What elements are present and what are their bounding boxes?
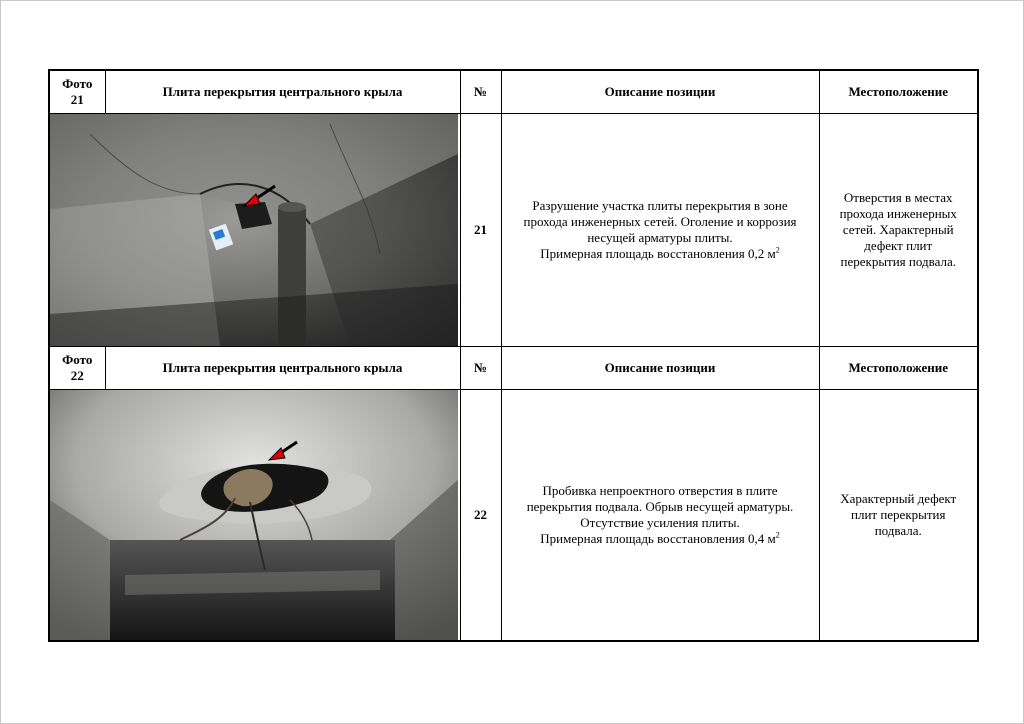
- col-header-location: Местоположение: [819, 70, 978, 114]
- area-line: [504, 531, 817, 547]
- description-line: Пробивка непроектного отверстия в плите: [542, 483, 778, 498]
- header-row-22: [49, 347, 978, 390]
- description-line: Отсутствие усиления плиты.: [580, 515, 740, 530]
- defects-table: [48, 69, 979, 642]
- col-header-description: Описание позиции: [501, 347, 819, 390]
- photo-number: 22: [70, 368, 84, 383]
- description-line: Разрушение участка плиты перекрытия в зоне: [532, 198, 788, 213]
- photo-21-ceiling-pipe: [50, 114, 458, 346]
- photo-label: Фото: [62, 76, 93, 91]
- photo-cell: [49, 114, 460, 347]
- photo-22-ceiling-hole: [50, 390, 458, 640]
- area-unit-sup: 2: [775, 245, 780, 255]
- item-number: 22: [460, 390, 501, 642]
- location-line: Характерный дефект: [840, 491, 957, 506]
- item-number: 21: [460, 114, 501, 347]
- location-line: перекрытия подвала.: [840, 254, 956, 269]
- section-title: Плита перекрытия центрального крыла: [105, 70, 460, 114]
- location-line: плит перекрытия: [851, 507, 946, 522]
- content-row-22: [49, 390, 978, 642]
- col-header-number: №: [460, 347, 501, 390]
- content-row-21: [49, 114, 978, 347]
- location-line: подвала.: [874, 523, 922, 538]
- photo-label: Фото: [62, 352, 93, 367]
- location-line: прохода инженерных: [839, 206, 957, 221]
- description-line: несущей арматуры плиты.: [587, 230, 733, 245]
- area-line: [504, 246, 817, 262]
- description-cell: [501, 114, 819, 347]
- location-line: дефект плит: [864, 238, 933, 253]
- area-unit-sup: 2: [775, 530, 780, 540]
- col-header-description: Описание позиции: [501, 70, 819, 114]
- photo-cell: [49, 390, 460, 642]
- description-line: перекрытия подвала. Обрыв несущей арматуры.: [526, 499, 794, 514]
- section-title: Плита перекрытия центрального крыла: [105, 347, 460, 390]
- col-header-number: №: [460, 70, 501, 114]
- header-row-21: [49, 70, 978, 114]
- location-cell: [819, 390, 978, 642]
- description-cell: [501, 390, 819, 642]
- col-header-location: Местоположение: [819, 347, 978, 390]
- area-text: Примерная площадь восстановления 0,2 м: [540, 246, 776, 261]
- photo-number-cell: [49, 347, 105, 390]
- location-line: сетей. Характерный: [842, 222, 954, 237]
- photo-number: 21: [70, 92, 84, 107]
- location-cell: [819, 114, 978, 347]
- photo-number-cell: [49, 70, 105, 114]
- location-line: Отверстия в местах: [843, 190, 953, 205]
- area-text: Примерная площадь восстановления 0,4 м: [540, 531, 776, 546]
- description-line: прохода инженерных сетей. Оголение и коррозия: [523, 214, 797, 229]
